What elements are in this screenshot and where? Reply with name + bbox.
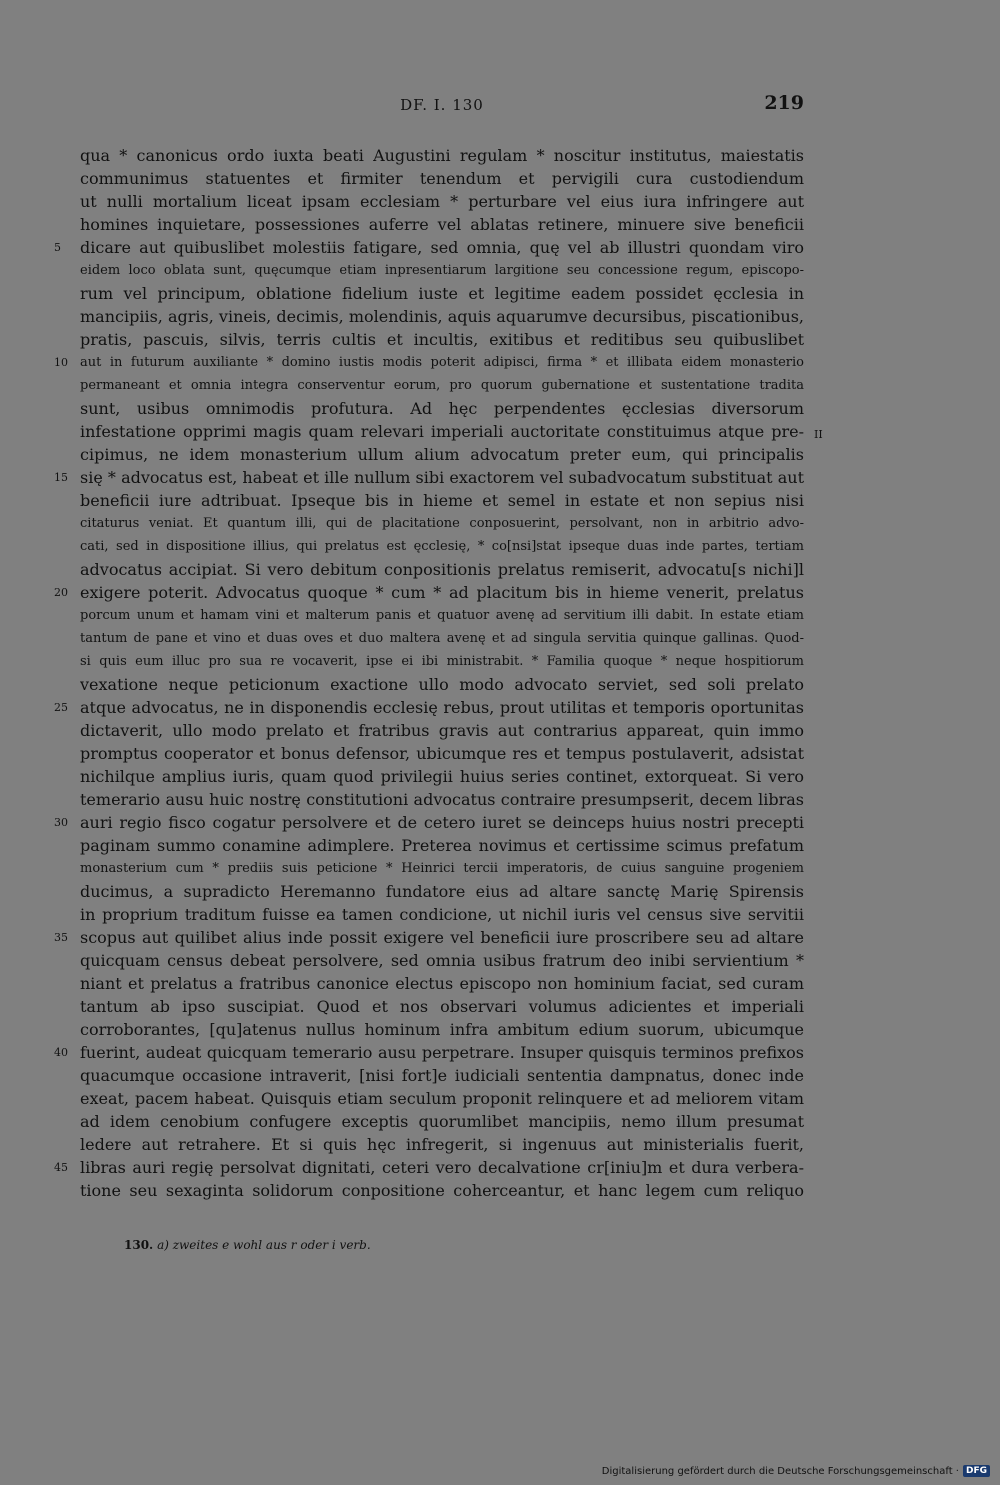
text-line	[80, 834, 804, 857]
dfg-logo: DFG	[963, 1465, 990, 1477]
text-line	[80, 259, 804, 282]
footnote-text: a) zweites e wohl aus r oder i verb.	[157, 1238, 371, 1252]
line-text: infestatione opprimi magis quam relevari imperiali auctoritate constituimus atque pre-	[80, 422, 804, 441]
dfg-notice-text: Digitalisierung gefördert durch die Deutsche Forschungsgemeinschaft ·	[601, 1465, 959, 1477]
line-text: monasterium cum * prediis suis peticione * Heinrici tercii imperatoris, de cuius sanguine progeniem	[80, 861, 804, 876]
text-line	[54, 581, 804, 604]
line-text: nichilque amplius iuris, quam quod privilegii huius series continet, extorqueat. Si vero	[80, 767, 804, 786]
line-text: cipimus, ne idem monasterium ullum alium advocatum preter eum, qui principalis	[80, 445, 804, 464]
line-text: citaturus veniat. Et quantum illi, qui de placitatione conposuerint, persolvant, non in arbitrio advo-	[80, 516, 804, 531]
text-line	[54, 466, 804, 489]
text-line	[80, 328, 804, 351]
main-text	[54, 144, 823, 1202]
line-text: pratis, pascuis, silvis, terris cultis et incultis, exitibus et reditibus seu quibuslibet	[80, 330, 804, 349]
line-text: tantum ab ipso suscipiat. Quod et nos observari volumus adicientes et imperiali	[80, 997, 804, 1016]
line-number: 10	[54, 356, 68, 369]
line-text: temerario ausu huic nostrę constitutioni advocatus contraire presumpserit, decem libras	[80, 790, 804, 809]
line-text: quacumque occasione intraverit, [nisi fort]e iudiciali sententia dampnatus, donec inde	[80, 1066, 804, 1085]
line-number: 25	[54, 701, 68, 714]
line-number: 45	[54, 1161, 68, 1174]
text-line	[80, 765, 804, 788]
text-line	[80, 627, 804, 650]
line-number: 40	[54, 1046, 68, 1059]
line-number: 35	[54, 931, 68, 944]
text-line	[80, 558, 804, 581]
text-line	[80, 213, 804, 236]
line-text: porcum unum et hamam vini et malterum panis et quatuor avenę ad servitium illi dabit. In estate etiam	[80, 608, 804, 623]
text-line	[80, 512, 804, 535]
line-text: vexatione neque peticionum exactione ullo modo advocato serviet, sed soli prelato	[80, 675, 804, 694]
line-number: 30	[54, 816, 68, 829]
text-line	[54, 1041, 804, 1064]
text-line	[80, 305, 804, 328]
line-text: exeat, pacem habeat. Quisquis etiam seculum proponit relinquere et ad meliorem vitam	[80, 1089, 804, 1108]
line-text: scopus aut quilibet alius inde possit exigere vel beneficii iure proscribere seu ad altare	[80, 928, 804, 947]
line-text: beneficii iure adtribuat. Ipseque bis in hieme et semel in estate et non sepius nisi	[80, 491, 804, 510]
text-line	[80, 489, 804, 512]
line-text: paginam summo conamine adimplere. Preterea novimus et certissime scimus prefatum	[80, 836, 804, 855]
line-text: libras auri regię persolvat dignitati, ceteri vero decalvatione cr[iniu]m et dura verbera-	[80, 1158, 804, 1177]
line-text: tione seu sexaginta solidorum conpositione coherceantur, et hanc legem cum reliquo	[80, 1181, 804, 1200]
line-number: 5	[54, 241, 61, 254]
line-text: exigere poterit. Advocatus quoque * cum * ad placitum bis in hieme venerit, prelatus	[80, 583, 804, 602]
text-line	[54, 1156, 804, 1179]
line-text: sunt, usibus omnimodis profutura. Ad hęc perpendentes ęcclesias diversorum	[80, 399, 804, 418]
line-text: communimus statuentes et firmiter tenendum et pervigili cura custodiendum	[80, 169, 804, 188]
running-head: DF. I. 130	[400, 96, 484, 114]
line-text: permaneant et omnia integra conserventur eorum, pro quorum gubernatione et sustentatione tradita	[80, 378, 804, 393]
line-text: dicare aut quibuslibet molestiis fatigare, sed omnia, quę vel ab illustri quondam viro	[80, 238, 804, 257]
text-line	[54, 236, 804, 259]
line-text: dictaverit, ullo modo prelato et fratribus gravis aut contrarius appareat, quin immo	[80, 721, 804, 740]
line-text: eidem loco oblata sunt, quęcumque etiam inpresentiarum largitione seu concessione regum, episcopo-	[80, 263, 804, 278]
margin-note: II	[814, 428, 823, 441]
text-line	[80, 719, 804, 742]
text-line	[80, 144, 804, 167]
text-line	[80, 650, 804, 673]
line-text: tantum de pane et vino et duas oves et duo maltera avenę et ad singula servitia quinque gallinas. Quod-	[80, 631, 804, 646]
line-text: quicquam census debeat persolvere, sed omnia usibus fratrum deo inibi servientium *	[80, 951, 804, 970]
text-line	[80, 374, 804, 397]
dfg-notice	[602, 1465, 990, 1477]
text-line	[80, 857, 804, 880]
text-line	[80, 1064, 804, 1087]
text-line	[80, 167, 804, 190]
text-line	[54, 811, 804, 834]
line-text: atque advocatus, ne in disponendis ecclesię rebus, prout utilitas et temporis oportunitas	[80, 698, 804, 717]
line-text: ledere aut retrahere. Et si quis hęc infregerit, si ingenuus aut ministerialis fuerit,	[80, 1135, 804, 1154]
line-text: qua * canonicus ordo iuxta beati Augustini regulam * noscitur institutus, maiestatis	[80, 146, 804, 165]
line-text: corroborantes, [qu]atenus nullus hominum infra ambitum edium suorum, ubicumque	[80, 1020, 804, 1039]
line-text: in proprium traditum fuisse ea tamen condicione, ut nichil iuris vel census sive servitii	[80, 905, 804, 924]
page-number: 219	[764, 92, 804, 114]
line-number: 15	[54, 471, 68, 484]
text-line	[80, 972, 804, 995]
line-text: ut nulli mortalium liceat ipsam ecclesiam * perturbare vel eius iura infringere aut	[80, 192, 804, 211]
text-line	[80, 949, 804, 972]
text-line	[80, 190, 804, 213]
text-line	[80, 788, 804, 811]
text-line	[54, 696, 804, 719]
text-line	[80, 420, 804, 443]
line-text: ducimus, a supradicto Heremanno fundatore eius ad altare sanctę Marię Spirensis	[80, 882, 804, 901]
text-line	[54, 926, 804, 949]
line-text: mancipiis, agris, vineis, decimis, molendinis, aquis aquarumve decursibus, piscationibus,	[80, 307, 804, 326]
line-text: niant et prelatus a fratribus canonice electus episcopo non hominium faciat, sed curam	[80, 974, 804, 993]
text-line	[80, 1179, 804, 1202]
text-line	[80, 673, 804, 696]
footnote	[124, 1238, 371, 1252]
text-line	[80, 1018, 804, 1041]
line-text: promptus cooperator et bonus defensor, ubicumque res et tempus postulaverit, adsistat	[80, 744, 804, 763]
line-text: się * advocatus est, habeat et ille nullum sibi exactorem vel subadvocatum substituat aut	[80, 468, 804, 487]
text-line	[80, 282, 804, 305]
text-line	[80, 742, 804, 765]
text-line	[54, 351, 804, 374]
line-text: ad idem cenobium confugere exceptis quorumlibet mancipiis, nemo illum presumat	[80, 1112, 804, 1131]
text-line	[80, 903, 804, 926]
text-line	[80, 1133, 804, 1156]
text-line	[80, 995, 804, 1018]
text-line	[80, 535, 804, 558]
line-text: homines inquietare, possessiones auferre vel ablatas retinere, minuere sive beneficii	[80, 215, 804, 234]
line-text: fuerint, audeat quicquam temerario ausu perpetrare. Insuper quisquis terminos prefixos	[80, 1043, 804, 1062]
text-line	[80, 443, 804, 466]
text-line	[80, 880, 804, 903]
line-number: 20	[54, 586, 68, 599]
line-text: advocatus accipiat. Si vero debitum conpositionis prelatus remiserit, advocatu[s nichi]l	[80, 560, 804, 579]
text-line	[80, 397, 804, 420]
line-text: rum vel principum, oblatione fidelium iuste et legitime eadem possidet ęcclesia in	[80, 284, 804, 303]
text-line	[80, 1110, 804, 1133]
footnote-number: 130.	[124, 1238, 154, 1252]
line-text: si quis eum illuc pro sua re vocaverit, ipse ei ibi ministrabit. * Familia quoque * neque hospitiorum	[80, 654, 804, 669]
text-line	[80, 1087, 804, 1110]
page-header	[80, 92, 804, 122]
line-text: cati, sed in dispositione illius, qui prelatus est ęcclesię, * co[nsi]stat ipseque duas inde partes, tertiam	[80, 539, 804, 554]
line-text: auri regio fisco cogatur persolvere et de cetero iuret se deinceps huius nostri precepti	[80, 813, 804, 832]
line-text: aut in futurum auxiliante * domino iustis modis poterit adipisci, firma * et illibata eidem monasterio	[80, 355, 804, 370]
text-line	[80, 604, 804, 627]
